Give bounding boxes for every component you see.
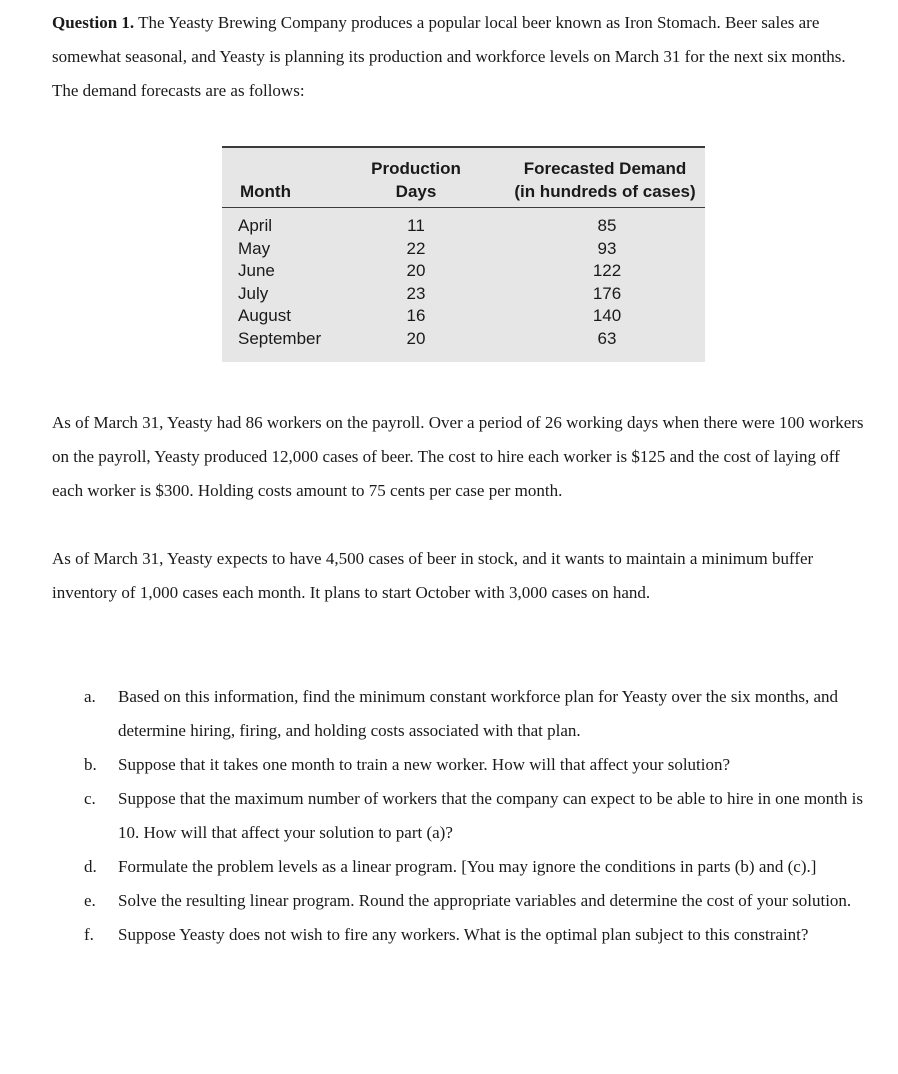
table-cell-days: 16 [406, 306, 426, 325]
part-text: Suppose that the maximum number of workers that the company can expect to be able to hire in one month is 10. How will that affect your solution to part (a)? [118, 789, 863, 842]
part-marker: e. [84, 891, 96, 910]
question-intro [52, 6, 867, 108]
table-cell-days: 11 [407, 216, 425, 235]
table-cell-days: 20 [406, 328, 426, 348]
table-cell-days: 23 [406, 283, 426, 303]
table-cell-month: August [238, 306, 291, 325]
header-production-line2: Days [395, 182, 437, 201]
inventory-paragraph: As of March 31, Yeasty expects to have 4,500 cases of beer in stock, and it wants to maintain a minimum buffer inventory of 1,000 cases each month. It plans to start October with 3,000 cases on hand. [52, 549, 814, 602]
table-top-rule [222, 146, 705, 148]
question-intro-text: The Yeasty Brewing Company produces a popular local beer known as Iron Stomach. Beer sales are somewhat seasonal, and Yeasty is planning its production and workforce levels on March 31 for the next six months. The demand forecasts are as follows: [52, 13, 846, 100]
part-text: Based on this information, find the minimum constant workforce plan for Yeasty over the six months, and determine hiring, firing, and holding costs associated with that plan. [118, 687, 839, 740]
part-text: Suppose that it takes one month to train a new worker. How will that affect your solution? [118, 755, 731, 774]
demand-column [583, 215, 631, 350]
demand-table [222, 146, 705, 362]
table-cell-demand: 176 [592, 283, 622, 303]
list-item [80, 918, 870, 952]
part-marker: b. [84, 755, 97, 774]
part-marker: f. [84, 925, 94, 944]
list-item [80, 748, 870, 782]
header-forecasted-demand [506, 157, 704, 203]
table-cell-demand: 63 [597, 328, 617, 348]
list-item [80, 782, 870, 850]
table-header-rule [222, 207, 705, 208]
table-cell-demand: 93 [597, 238, 617, 258]
list-item [80, 884, 870, 918]
header-demand-line2: (in hundreds of cases) [514, 182, 696, 201]
table-cell-month: June [238, 261, 275, 280]
part-text: Formulate the problem levels as a linear program. [You may ignore the conditions in parts (b) and (c).] [118, 857, 817, 876]
header-production-days [352, 157, 480, 203]
production-days-column [392, 215, 440, 350]
list-item [80, 680, 870, 748]
table-cell-month: September [238, 328, 322, 348]
workforce-paragraph: As of March 31, Yeasty had 86 workers on the payroll. Over a period of 26 working days when there were 100 workers on the payroll, Yeasty produced 12,000 cases of beer. The cost to hire each worker is $125 and the cost of laying off each worker is $300. Holding costs amount to 75 cents per case per month. [52, 413, 864, 500]
month-column [238, 215, 321, 350]
table-cell-demand: 85 [597, 216, 617, 235]
part-marker: c. [84, 789, 96, 808]
question-parts-list [80, 680, 870, 952]
table-cell-month: April [238, 216, 273, 235]
table-cell-month: May [238, 238, 271, 258]
table-cell-demand: 122 [592, 261, 622, 280]
table-cell-days: 22 [406, 238, 426, 258]
part-text: Solve the resulting linear program. Round the appropriate variables and determine the cost of your solution. [118, 891, 852, 910]
part-text: Suppose Yeasty does not wish to fire any workers. What is the optimal plan subject to this constraint? [118, 925, 809, 944]
question-heading: Question 1. [52, 13, 135, 32]
header-month: Month [240, 182, 291, 201]
part-marker: d. [84, 857, 97, 876]
part-marker: a. [84, 687, 96, 706]
header-demand-line1: Forecasted Demand [523, 159, 687, 178]
list-item [80, 850, 870, 884]
header-production-line1: Production [371, 159, 461, 178]
table-cell-days: 20 [406, 261, 426, 280]
table-cell-month: July [238, 283, 269, 303]
table-cell-demand: 140 [592, 306, 622, 325]
